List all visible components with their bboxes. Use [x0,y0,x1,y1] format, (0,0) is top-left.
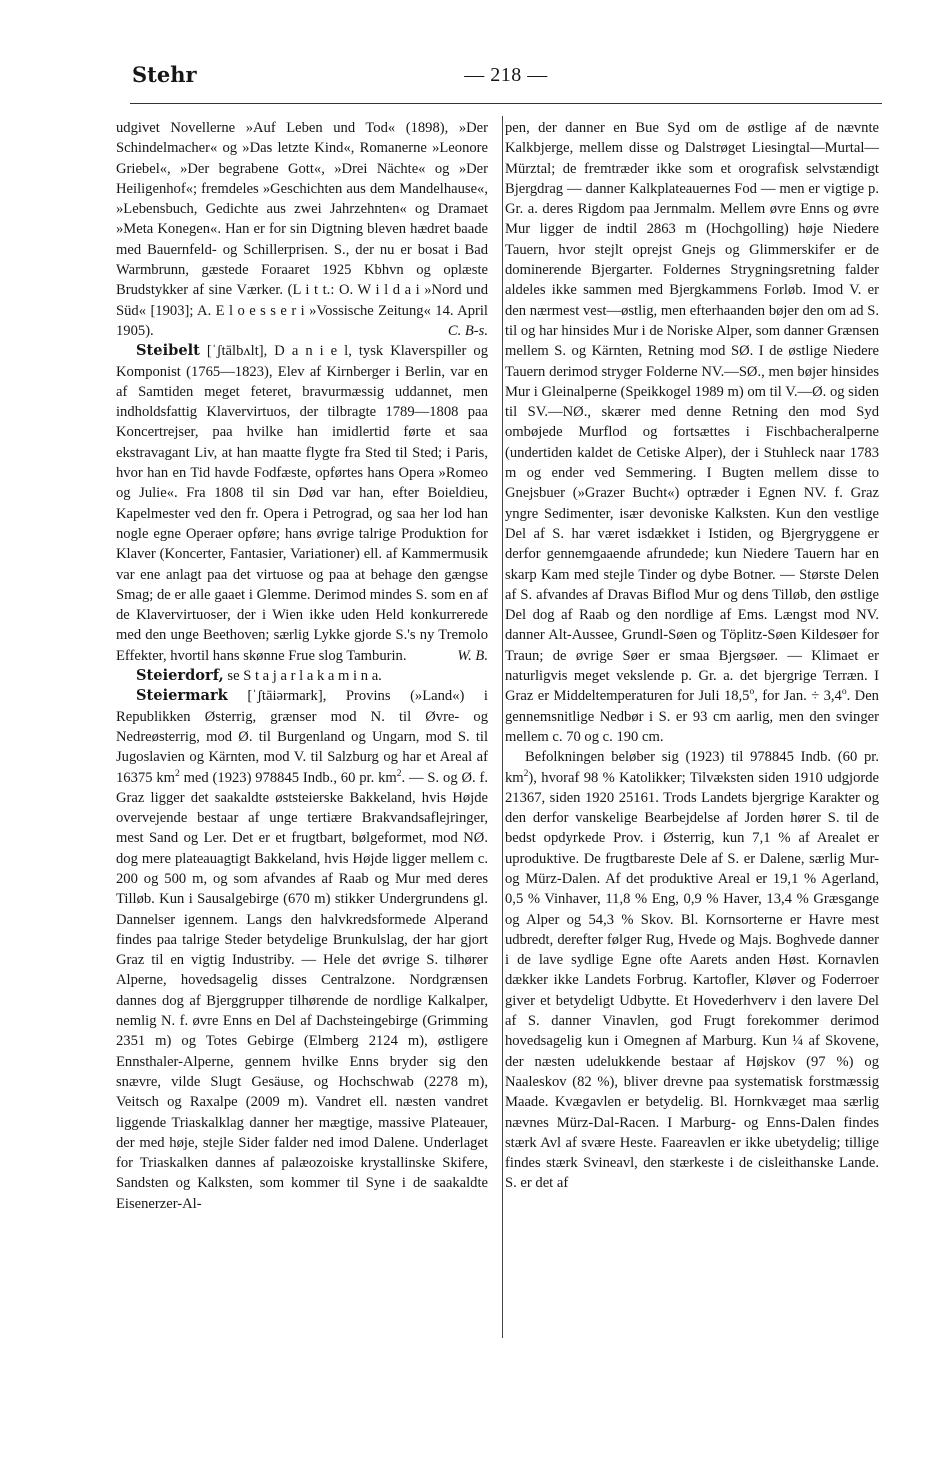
header-rule [130,103,882,104]
right-column [505,118,879,1194]
steiermark-geography-paragraph [505,118,879,747]
entry-steierdorf [116,666,488,686]
headword-steierdorf: Steierdorf, [136,667,224,685]
running-head [132,62,880,96]
entry-stehr-continued [116,118,488,341]
headword-steibelt: Steibelt [136,342,200,360]
page-number: — 218 — [464,64,548,86]
population-text-b: ), hvoraf 98 % Katolikker; Tilvæksten siden 1910 udgjorde 21367, siden 1920 25161. Trods Landets bjergrige Karakter og den derfor vanskelige Bearbejdelse af Jorden hører S. til de bedst opdyrkede Prov. i Østerrig, kun 7,1 % af Arealet er uproduktive. De frugtbareste Dele af S. er Dalene, særlig Mur- og Mürz-Dalen. Af det produktive Areal er 19,1 % Agerland, 0,5 % Vinhaver, 11,8 % Eng, 0,9 % Haver, 13,4 % Græsgange og Alper og 54,3 % Skov. Bl. Kornsorterne er Havre mest udbredt, derefter følger Rug, Hvede og Majs. Boghvede danner i de lave sydlige Egne ofte Aarets anden Høst. Kornavlen dækker ikke Landets Forbrug. Kartofler, Kløver og Foderroer giver et betydeligt Udbytte. Et Hovederhverv i den lavere Del af S. danner Vinavlen, god Frugt forekommer derimod hovedsagelig kun i Omegnen af Marburg. Kun ¼ af Skovene, der næsten udelukkende bestaar af Højskov (97 %) og Naaleskov (82 %), bliver drevne paa systematisk forstmæssig Maade. Kvægavlen er betydelig. Bl. Hornkvæget maa særlig nævnes Mürz-Dal-Racen. I Marburg- og Enns-Dalen findes stærk Avl af svære Heste. Faareavlen er ikke ubetydelig; tillige findes stærk Svineavl, den stærkeste i de cisleithanske Lande. S. er det af [505,769,879,1192]
steibelt-signature: W. B. [457,647,488,664]
steiermark-text-c: . — S. og Ø. f. Graz ligger det saakaldte øststeierske Bakkeland, hvis Højde overvejende bestaar af unge tertiære Brakvandsaflejringer, mest Sand og Ler. Det er et frugtbart, bølgeformet, mod NØ. dog mere plateauagtigt Bakkeland, hvis Højde ligger mellem c. 200 og 500 m, og som afvandes af Raab og Mur med deres Tilløb. Kun i Sausalgebirge (670 m) stikker Undergrundens gl. Dannelser igennem. Langs den halvkredsformede Alperand findes paa talrige Steder betydelige Brunkulslag, der har gjort Graz til en vigtig Industriby. — Hele det øvrige S. tilhører Alperne, hovedsagelig disses Centralzone. Nordgrænsen dannes dog af Bjerggrupper tilhørende de nordlige Kalkalper, nemlig N. f. øvre Enns en Del af Dachsteingebirge (Grimming 2351 m) og Totes Gebirge (Elmberg 2124 m), østligere Ennsthaler-Alperne, gennem hvilke Enns bryder sig den snævre, vilde Slugt Gesäuse, og Hochschwab (2278 m), Veitsch og Raxalpe (2009 m). Vandret ell. næsten vandret liggende Triaskalklag danner her mægtige, massive Plateauer, der med høje, stejle Sider falder ned imod Dalene. Underlaget for Triaskalken dannes af palæozoiske krystallinske Skifere, Sandsten og Kalksten, som kommer til Syne i de saakaldte Eisenerzer-Al- [116,769,488,1212]
superscript: 2 [396,768,402,779]
entry-steiermark [116,686,488,1214]
column-divider [502,116,503,1338]
head-word: Stehr [132,62,197,87]
population-text-a: Befolkningen beløber sig (1923) til 978845 Indb. (60 pr. km [505,749,879,786]
steierdorf-text: se S t a j a r l a k a m i n a. [227,668,382,685]
stehr-signature: C. B-s. [447,322,488,339]
headword-steiermark: Steiermark [136,687,228,705]
steiermark-text-a: [ˈʃtāiərmark], Provins (»Land«) i Republikken Østerrig, grænser mod N. til Øvre- og Nedreøsterrig, mod Ø. til Burgenland og Ungarn, mod S. til Jugoslavien og Kärnten, mod V. til Salzburg og har et Areal af 16375 km [116,688,488,786]
stehr-text: udgivet Novellerne »Auf Leben und Tod« (1898), »Der Schindelmacher« og »Das letzte Kind«, Romanerne »Leonore Griebel«, »Der begrabene Gott«, »Drei Nächte« og »Der Heiligenhof«; fremdeles »Geschichten aus dem Mandelhause«, »Lebensbuch, Gedichte aus zwei Jahrzehnten« og Dramaet »Meta Konegen«. Han er for sin Digtning bleven hædret baade med Bauernfeld- og Schillerprisen. S., der nu er bosat i Bad Warmbrunn, gæstede Foraaret 1925 Kbhvn og oplæste Brudstykker af sine Værker. (L i t t.: O. W i l d a i »Nord und Süd« [1903]; A. E l o e s s e r i »Vossische Zeitung« 14. April 1905). [116,120,488,339]
superscript: o [749,687,755,698]
steibelt-text: [ˈʃtālbʌlt], D a n i e l, tysk Klaverspiller og Komponist (1765—1823), Elev af Kirnberger i Berlin, var en af Samtiden meget feteret, bravurmæssig uddannet, men indholdsfattig Klavervirtuos, der tilbragte 1789—1808 paa Koncertrejser, paa hvilke han imidlertid førte et saa ekstravagant Liv, at han maatte flygte fra Sted til Sted; i Paris, hvor han en Tid havde Fodfæste, opførtes hans Opera »Romeo og Julie«. Fra 1808 til sin Død var han, efter Boieldieu, Kapelmester ved den fr. Opera i Petrograd, og saa her lod han nogle egne Operaer opføre; hans øvrige talrige Produktion for Klaver (Koncerter, Fantasier, Variationer) ell. af Kammermusik var ene anlagt paa det virtuose og paa at behage den gængse Smag; de er alle gaaet i Glemme. Derimod mindes S. som en af de Klavervirtuoser, der i Wien ikke uden Held konkurrerede med den unge Beethoven; særlig Lykke gjorde S.'s ny Tremolo Effekter, hvortil hans skønne Frue slog Tamburin. [116,343,488,664]
steiermark-population-paragraph [505,747,879,1194]
geography-text-c: . Den gennemsnitlige Nedbør i S. er 93 cm aarlig, men den svinger mellem c. 70 og c. 190 cm. [505,688,879,745]
steiermark-text-b: med (1923) 978845 Indb., 60 pr. km [179,769,397,786]
left-column [116,118,488,1214]
superscript: o [841,687,847,698]
superscript: 2 [523,768,529,779]
superscript: 2 [174,768,180,779]
entry-steibelt [116,341,488,666]
geography-text-b: , for Jan. ÷ 3,4 [754,688,842,705]
geography-text-a: pen, der danner en Bue Syd om de østlige af de nævnte Kalkbjerge, mellem disse og Dalstrøget Liesingtal—Murtal—Mürztal; de fremtræder ikke som et orografisk selvstændigt Bjergdrag — danner Kalkplateauernes Fod — men er vigtige p. Gr. a. deres Rigdom paa Jernmalm. Mellem øvre Enns og øvre Mur ligger de indtil 2863 m (Hochgolling) høje Niedere Tauern, hvor stejlt oprejst Gnejs og Glimmerskifer er de dominerende Bjergarter. Foldernes Strygningsretning falder aldeles ikke sammen med Bjergkammens Forløb. Imod V. er den nærmest vest—østlig, men efterhaanden bøjer den om ad S. til og har hinsides Mur i de Noriske Alper, som danner Grænsen mellem S. og Kärnten, Retning mod SØ. I de østlige Niedere Tauern derimod stryger Folderne NV.—SØ., men bøjer hinsides Mur i Gleinalperne (Speikkogel 1989 m) om til V.—Ø. og siden til SV.—NØ., skærer med denne Retning den mod Syd ombøjede Murflod og fortsættes i Fischbacheralperne (undertiden kaldet de Cetiske Alper), der i Stuhleck naar 1783 m og ender ved Semmering. I Bugten mellem disse to Gnejsbuer (»Grazer Bucht«) optræder i Egnen NV. f. Graz yngre Sedimenter, især devoniske Kalksten. Kun den vestlige Del af S. har været isdækket i Istiden, og Bjergryggene er derfor gennemgaaende afrundede; kun Niedere Tauern har en skarp Kam med stejle Tinder og dybe Botner. — Største Delen af S. afvandes af Dravas Biflod Mur og dens Tilløb, den østlige Del dog af Raab og den nordlige af Ems. Længst mod NV. danner Alt-Aussee, Grundl-Søen og Töplitz-Søen Kildesøer for Traun; de øvrige Søer er smaa Bjergsøer. — Klimaet er naturligvis meget vekslende p. Gr. a. det bjergrige Terræn. I Graz er Middeltemperaturen for Juli 18,5 [505,120,879,705]
